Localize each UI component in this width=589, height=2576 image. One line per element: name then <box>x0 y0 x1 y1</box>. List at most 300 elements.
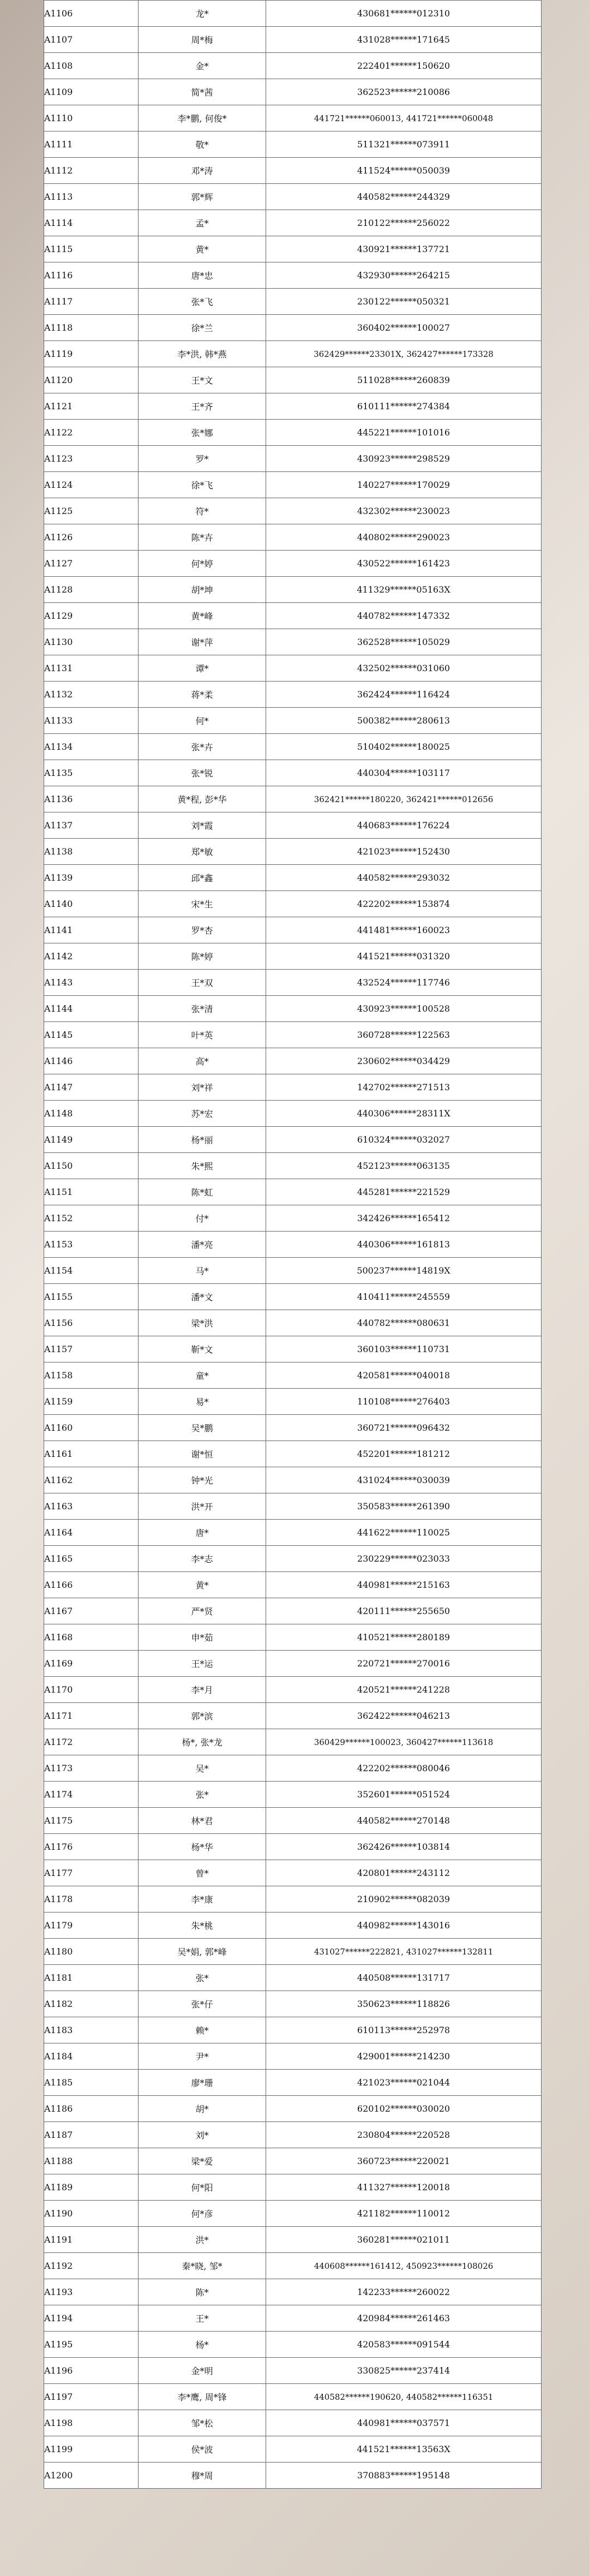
row-name-cell: 尹* <box>139 2043 266 2070</box>
table-row <box>44 1022 542 1048</box>
table-row <box>44 2463 542 2489</box>
table-row <box>44 2148 542 2174</box>
row-id-cell: A1109 <box>44 79 139 105</box>
row-name-cell: 唐*忠 <box>139 262 266 289</box>
row-id-number-cell: 440782******147332 <box>266 603 542 629</box>
row-name-cell: 杨* <box>139 2332 266 2358</box>
row-name-cell: 陈* <box>139 2279 266 2305</box>
row-id-cell: A1148 <box>44 1101 139 1127</box>
table-row <box>44 1336 542 1362</box>
row-id-number-cell: 452123******063135 <box>266 1153 542 1179</box>
row-name-cell: 梁*爱 <box>139 2148 266 2174</box>
row-id-cell: A1124 <box>44 472 139 498</box>
row-id-number-cell: 230229******023033 <box>266 1546 542 1572</box>
row-id-cell: A1167 <box>44 1598 139 1624</box>
table-row <box>44 341 542 367</box>
table-row <box>44 917 542 943</box>
row-name-cell: 陈*婷 <box>139 943 266 970</box>
table-row <box>44 2096 542 2122</box>
row-id-number-cell: 362426******103814 <box>266 1834 542 1860</box>
row-id-cell: A1163 <box>44 1493 139 1520</box>
row-id-number-cell: 411327******120018 <box>266 2174 542 2201</box>
table-row <box>44 53 542 79</box>
row-id-number-cell: 352601******051524 <box>266 1782 542 1808</box>
row-name-cell: 张*卉 <box>139 734 266 760</box>
table-row <box>44 210 542 236</box>
row-id-cell: A1111 <box>44 132 139 158</box>
row-name-cell: 徐*兰 <box>139 315 266 341</box>
row-name-cell: 黄*程, 彭*华 <box>139 786 266 812</box>
row-id-number-cell: 210122******256022 <box>266 210 542 236</box>
row-name-cell: 张*飞 <box>139 289 266 315</box>
row-id-number-cell: 411524******050039 <box>266 158 542 184</box>
row-name-cell: 徐*飞 <box>139 472 266 498</box>
table-row <box>44 1703 542 1729</box>
table-row <box>44 551 542 577</box>
row-id-cell: A1112 <box>44 158 139 184</box>
row-name-cell: 何*阳 <box>139 2174 266 2201</box>
row-id-cell: A1127 <box>44 551 139 577</box>
row-id-number-cell: 440608******161412, 450923******108026 <box>266 2253 542 2279</box>
roster-body <box>44 1 542 2489</box>
row-id-cell: A1117 <box>44 289 139 315</box>
row-name-cell: 童* <box>139 1362 266 1389</box>
row-id-number-cell: 441622******110025 <box>266 1520 542 1546</box>
row-id-cell: A1157 <box>44 1336 139 1362</box>
table-row <box>44 996 542 1022</box>
row-name-cell: 郭*辉 <box>139 184 266 210</box>
row-id-cell: A1161 <box>44 1441 139 1467</box>
row-id-number-cell: 360728******122563 <box>266 1022 542 1048</box>
row-id-cell: A1123 <box>44 446 139 472</box>
row-name-cell: 刘* <box>139 2122 266 2148</box>
table-row <box>44 472 542 498</box>
row-id-cell: A1197 <box>44 2384 139 2410</box>
row-name-cell: 高* <box>139 1048 266 1074</box>
table-row <box>44 2358 542 2384</box>
table-row <box>44 865 542 891</box>
table-row <box>44 1389 542 1415</box>
roster-sheet <box>44 0 541 2489</box>
row-name-cell: 洪* <box>139 2227 266 2253</box>
row-name-cell: 张* <box>139 1965 266 1991</box>
row-name-cell: 马* <box>139 1258 266 1284</box>
row-name-cell: 严*贤 <box>139 1598 266 1624</box>
row-name-cell: 邓*涛 <box>139 158 266 184</box>
row-id-number-cell: 220721******270016 <box>266 1651 542 1677</box>
table-row <box>44 708 542 734</box>
row-id-cell: A1114 <box>44 210 139 236</box>
row-id-number-cell: 431027******222821, 431027******132811 <box>266 1939 542 1965</box>
table-row <box>44 236 542 262</box>
row-id-cell: A1137 <box>44 812 139 839</box>
row-name-cell: 罗*杏 <box>139 917 266 943</box>
row-id-cell: A1170 <box>44 1677 139 1703</box>
table-row <box>44 1755 542 1782</box>
row-id-cell: A1191 <box>44 2227 139 2253</box>
row-name-cell: 申*茹 <box>139 1624 266 1651</box>
table-row <box>44 1362 542 1389</box>
row-id-cell: A1125 <box>44 498 139 524</box>
row-name-cell: 罗* <box>139 446 266 472</box>
row-id-number-cell: 420521******241228 <box>266 1677 542 1703</box>
row-id-cell: A1153 <box>44 1232 139 1258</box>
row-id-number-cell: 430923******298529 <box>266 446 542 472</box>
table-row <box>44 1572 542 1598</box>
row-id-number-cell: 440582******190620, 440582******116351 <box>266 2384 542 2410</box>
row-id-number-cell: 230602******034429 <box>266 1048 542 1074</box>
table-row <box>44 629 542 655</box>
row-id-cell: A1173 <box>44 1755 139 1782</box>
row-id-cell: A1176 <box>44 1834 139 1860</box>
row-name-cell: 张*娜 <box>139 420 266 446</box>
row-name-cell: 黄* <box>139 1572 266 1598</box>
row-name-cell: 李*鹰, 周*锋 <box>139 2384 266 2410</box>
row-id-number-cell: 610111******274384 <box>266 393 542 420</box>
row-id-number-cell: 440508******131717 <box>266 1965 542 1991</box>
row-id-cell: A1146 <box>44 1048 139 1074</box>
row-id-cell: A1194 <box>44 2305 139 2332</box>
row-id-number-cell: 350583******261390 <box>266 1493 542 1520</box>
row-id-cell: A1110 <box>44 105 139 132</box>
row-name-cell: 谭* <box>139 655 266 682</box>
row-id-number-cell: 430921******137721 <box>266 236 542 262</box>
row-id-number-cell: 440981******215163 <box>266 1572 542 1598</box>
table-row <box>44 1624 542 1651</box>
row-id-number-cell: 510402******180025 <box>266 734 542 760</box>
row-id-cell: A1149 <box>44 1127 139 1153</box>
row-id-number-cell: 360721******096432 <box>266 1415 542 1441</box>
row-id-cell: A1132 <box>44 682 139 708</box>
row-id-cell: A1139 <box>44 865 139 891</box>
row-id-cell: A1156 <box>44 1310 139 1336</box>
row-id-cell: A1160 <box>44 1415 139 1441</box>
table-row <box>44 1677 542 1703</box>
row-id-number-cell: 360281******021011 <box>266 2227 542 2253</box>
row-name-cell: 杨*, 张*龙 <box>139 1729 266 1755</box>
table-row <box>44 2384 542 2410</box>
table-row <box>44 2305 542 2332</box>
roster-table <box>44 0 542 2489</box>
row-name-cell: 金*明 <box>139 2358 266 2384</box>
row-id-cell: A1115 <box>44 236 139 262</box>
row-id-number-cell: 432302******230023 <box>266 498 542 524</box>
table-row <box>44 1258 542 1284</box>
row-name-cell: 侯*波 <box>139 2436 266 2463</box>
table-row <box>44 262 542 289</box>
row-id-number-cell: 452201******181212 <box>266 1441 542 1467</box>
row-name-cell: 何*婷 <box>139 551 266 577</box>
table-row <box>44 1179 542 1205</box>
row-id-cell: A1118 <box>44 315 139 341</box>
row-id-cell: A1141 <box>44 917 139 943</box>
table-row <box>44 1834 542 1860</box>
row-name-cell: 张* <box>139 1782 266 1808</box>
row-id-number-cell: 440683******176224 <box>266 812 542 839</box>
row-id-number-cell: 432524******117746 <box>266 970 542 996</box>
row-id-number-cell: 431024******030039 <box>266 1467 542 1493</box>
table-row <box>44 1310 542 1336</box>
row-name-cell: 刘*祥 <box>139 1074 266 1101</box>
table-row <box>44 1912 542 1939</box>
row-id-cell: A1172 <box>44 1729 139 1755</box>
row-id-number-cell: 350623******118826 <box>266 1991 542 2017</box>
row-id-number-cell: 440306******161813 <box>266 1232 542 1258</box>
table-row <box>44 315 542 341</box>
row-id-cell: A1198 <box>44 2410 139 2436</box>
row-name-cell: 张*锐 <box>139 760 266 786</box>
row-id-cell: A1158 <box>44 1362 139 1389</box>
row-name-cell: 简*茜 <box>139 79 266 105</box>
row-id-cell: A1180 <box>44 1939 139 1965</box>
row-name-cell: 吴*娟, 郭*峰 <box>139 1939 266 1965</box>
table-row <box>44 1153 542 1179</box>
row-id-cell: A1143 <box>44 970 139 996</box>
row-id-cell: A1169 <box>44 1651 139 1677</box>
row-name-cell: 龙* <box>139 1 266 27</box>
row-name-cell: 符* <box>139 498 266 524</box>
row-id-cell: A1162 <box>44 1467 139 1493</box>
table-row <box>44 1651 542 1677</box>
row-id-number-cell: 430522******161423 <box>266 551 542 577</box>
row-id-cell: A1171 <box>44 1703 139 1729</box>
row-id-number-cell: 610113******252978 <box>266 2017 542 2043</box>
row-id-cell: A1122 <box>44 420 139 446</box>
row-id-cell: A1195 <box>44 2332 139 2358</box>
row-id-number-cell: 500237******14819X <box>266 1258 542 1284</box>
table-row <box>44 970 542 996</box>
row-id-cell: A1164 <box>44 1520 139 1546</box>
table-row <box>44 393 542 420</box>
row-id-number-cell: 140227******170029 <box>266 472 542 498</box>
row-name-cell: 陈*虹 <box>139 1179 266 1205</box>
row-name-cell: 曾* <box>139 1860 266 1886</box>
row-id-number-cell: 440782******080631 <box>266 1310 542 1336</box>
table-row <box>44 943 542 970</box>
table-row <box>44 1729 542 1755</box>
row-id-number-cell: 421023******021044 <box>266 2070 542 2096</box>
table-row <box>44 105 542 132</box>
row-id-number-cell: 421023******152430 <box>266 839 542 865</box>
row-id-number-cell: 445221******101016 <box>266 420 542 446</box>
row-id-cell: A1159 <box>44 1389 139 1415</box>
row-id-number-cell: 410521******280189 <box>266 1624 542 1651</box>
row-id-cell: A1106 <box>44 1 139 27</box>
row-id-number-cell: 420583******091544 <box>266 2332 542 2358</box>
row-id-cell: A1154 <box>44 1258 139 1284</box>
table-row <box>44 2017 542 2043</box>
row-id-cell: A1188 <box>44 2148 139 2174</box>
row-id-cell: A1142 <box>44 943 139 970</box>
row-name-cell: 梁*洪 <box>139 1310 266 1336</box>
table-row <box>44 2253 542 2279</box>
row-id-cell: A1108 <box>44 53 139 79</box>
row-id-cell: A1187 <box>44 2122 139 2148</box>
table-row <box>44 1074 542 1101</box>
row-id-cell: A1192 <box>44 2253 139 2279</box>
row-id-number-cell: 431028******171645 <box>266 27 542 53</box>
table-row <box>44 603 542 629</box>
row-id-number-cell: 420581******040018 <box>266 1362 542 1389</box>
row-id-cell: A1131 <box>44 655 139 682</box>
row-name-cell: 林*君 <box>139 1808 266 1834</box>
table-row <box>44 420 542 446</box>
row-id-number-cell: 610324******032027 <box>266 1127 542 1153</box>
row-name-cell: 杨*丽 <box>139 1127 266 1153</box>
row-id-number-cell: 440582******270148 <box>266 1808 542 1834</box>
table-row <box>44 1048 542 1074</box>
table-row <box>44 577 542 603</box>
row-name-cell: 金* <box>139 53 266 79</box>
table-row <box>44 1284 542 1310</box>
row-id-cell: A1144 <box>44 996 139 1022</box>
row-id-number-cell: 360402******100027 <box>266 315 542 341</box>
row-name-cell: 吴*鹏 <box>139 1415 266 1441</box>
row-name-cell: 蒋*柔 <box>139 682 266 708</box>
row-name-cell: 唐* <box>139 1520 266 1546</box>
table-row <box>44 2043 542 2070</box>
row-id-cell: A1155 <box>44 1284 139 1310</box>
row-id-cell: A1134 <box>44 734 139 760</box>
row-id-cell: A1185 <box>44 2070 139 2096</box>
table-row <box>44 2279 542 2305</box>
row-name-cell: 付* <box>139 1205 266 1232</box>
table-row <box>44 1 542 27</box>
row-name-cell: 潘*亮 <box>139 1232 266 1258</box>
row-id-number-cell: 210902******082039 <box>266 1886 542 1912</box>
row-id-cell: A1183 <box>44 2017 139 2043</box>
row-id-cell: A1136 <box>44 786 139 812</box>
table-row <box>44 839 542 865</box>
row-name-cell: 朱*桃 <box>139 1912 266 1939</box>
table-row <box>44 1127 542 1153</box>
row-name-cell: 廖*珊 <box>139 2070 266 2096</box>
table-row <box>44 1860 542 1886</box>
row-id-cell: A1145 <box>44 1022 139 1048</box>
row-name-cell: 李*康 <box>139 1886 266 1912</box>
row-name-cell: 王* <box>139 2305 266 2332</box>
row-id-cell: A1116 <box>44 262 139 289</box>
table-row <box>44 1808 542 1834</box>
row-id-number-cell: 421182******110012 <box>266 2201 542 2227</box>
row-id-number-cell: 222401******150620 <box>266 53 542 79</box>
table-row <box>44 132 542 158</box>
row-name-cell: 谢*恒 <box>139 1441 266 1467</box>
row-id-cell: A1196 <box>44 2358 139 2384</box>
row-id-cell: A1168 <box>44 1624 139 1651</box>
row-id-cell: A1189 <box>44 2174 139 2201</box>
row-id-cell: A1186 <box>44 2096 139 2122</box>
row-id-number-cell: 230122******050321 <box>266 289 542 315</box>
table-row <box>44 812 542 839</box>
row-name-cell: 邹*松 <box>139 2410 266 2436</box>
table-row <box>44 1205 542 1232</box>
row-id-number-cell: 362421******180220, 362421******012656 <box>266 786 542 812</box>
table-row <box>44 498 542 524</box>
row-id-cell: A1179 <box>44 1912 139 1939</box>
row-name-cell: 秦*晓, 邹* <box>139 2253 266 2279</box>
row-name-cell: 叶*英 <box>139 1022 266 1048</box>
row-id-cell: A1113 <box>44 184 139 210</box>
row-id-cell: A1133 <box>44 708 139 734</box>
row-id-cell: A1129 <box>44 603 139 629</box>
row-name-cell: 张*仔 <box>139 1991 266 2017</box>
table-row <box>44 1520 542 1546</box>
row-id-number-cell: 432930******264215 <box>266 262 542 289</box>
row-name-cell: 黄*峰 <box>139 603 266 629</box>
row-name-cell: 王*运 <box>139 1651 266 1677</box>
row-id-cell: A1178 <box>44 1886 139 1912</box>
row-name-cell: 刘*霞 <box>139 812 266 839</box>
table-row <box>44 79 542 105</box>
row-name-cell: 胡* <box>139 2096 266 2122</box>
row-id-cell: A1200 <box>44 2463 139 2489</box>
table-row <box>44 1441 542 1467</box>
table-row <box>44 446 542 472</box>
table-row <box>44 1415 542 1441</box>
row-id-cell: A1135 <box>44 760 139 786</box>
row-id-cell: A1181 <box>44 1965 139 1991</box>
row-id-cell: A1152 <box>44 1205 139 1232</box>
row-id-number-cell: 370883******195148 <box>266 2463 542 2489</box>
row-id-cell: A1147 <box>44 1074 139 1101</box>
table-row <box>44 2227 542 2253</box>
row-id-number-cell: 360429******100023, 360427******113618 <box>266 1729 542 1755</box>
row-id-number-cell: 511028******260839 <box>266 367 542 393</box>
row-id-number-cell: 429001******214230 <box>266 2043 542 2070</box>
row-id-number-cell: 440582******244329 <box>266 184 542 210</box>
row-id-cell: A1138 <box>44 839 139 865</box>
table-row <box>44 1546 542 1572</box>
table-row <box>44 184 542 210</box>
row-id-cell: A1165 <box>44 1546 139 1572</box>
row-id-number-cell: 362422******046213 <box>266 1703 542 1729</box>
row-id-number-cell: 362523******210086 <box>266 79 542 105</box>
table-row <box>44 1886 542 1912</box>
row-id-number-cell: 142702******271513 <box>266 1074 542 1101</box>
row-name-cell: 郭*滨 <box>139 1703 266 1729</box>
row-id-number-cell: 411329******05163X <box>266 577 542 603</box>
row-id-number-cell: 362528******105029 <box>266 629 542 655</box>
row-name-cell: 杨*华 <box>139 1834 266 1860</box>
row-name-cell: 王*双 <box>139 970 266 996</box>
row-name-cell: 穆*周 <box>139 2463 266 2489</box>
table-row <box>44 2070 542 2096</box>
row-name-cell: 何*彦 <box>139 2201 266 2227</box>
table-row <box>44 1232 542 1258</box>
row-id-number-cell: 422202******080046 <box>266 1755 542 1782</box>
row-id-number-cell: 430923******100528 <box>266 996 542 1022</box>
row-id-cell: A1128 <box>44 577 139 603</box>
table-row <box>44 27 542 53</box>
row-id-number-cell: 620102******030020 <box>266 2096 542 2122</box>
row-name-cell: 郑*敏 <box>139 839 266 865</box>
row-id-cell: A1150 <box>44 1153 139 1179</box>
row-id-number-cell: 110108******276403 <box>266 1389 542 1415</box>
row-name-cell: 李*鹏, 何俊* <box>139 105 266 132</box>
table-row <box>44 524 542 551</box>
row-id-number-cell: 342426******165412 <box>266 1205 542 1232</box>
row-id-cell: A1140 <box>44 891 139 917</box>
row-name-cell: 朱*熙 <box>139 1153 266 1179</box>
row-id-cell: A1121 <box>44 393 139 420</box>
row-id-cell: A1193 <box>44 2279 139 2305</box>
row-name-cell: 宋*生 <box>139 891 266 917</box>
row-id-number-cell: 362429******23301X, 362427******173328 <box>266 341 542 367</box>
table-row <box>44 158 542 184</box>
row-name-cell: 潘*文 <box>139 1284 266 1310</box>
table-row <box>44 1991 542 2017</box>
